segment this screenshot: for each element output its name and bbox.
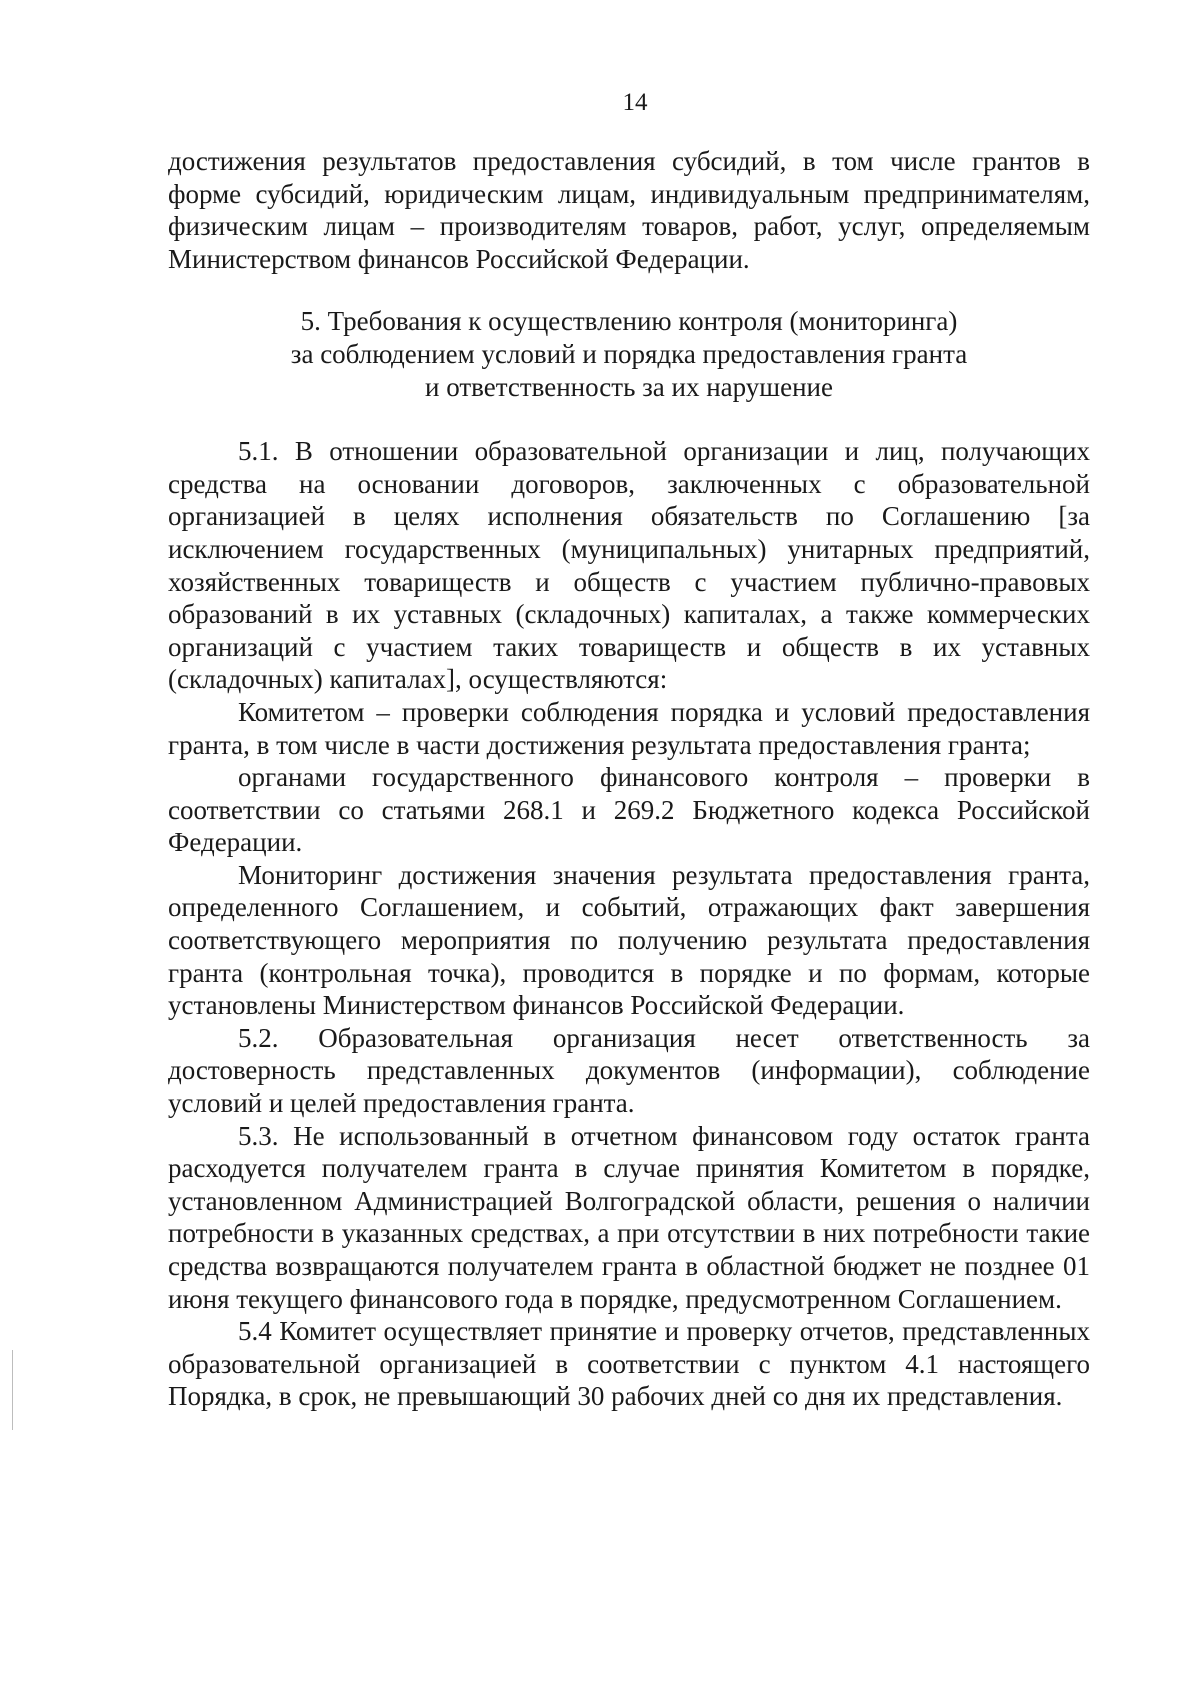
paragraph-5-3: 5.3. Не использованный в отчетном финансовом году остаток гранта расходуется получателем гранта в случае принятия Комитетом в порядке, установленном Администрацией Волгоградской области, решения о наличии потребности в указанных средствах, а при отсутствии в них потребности такие средства возвращаются получателем гранта в областной бюджет не позднее 01 июня текущего финансового года в порядке, предусмотренном Соглашением. (168, 1120, 1090, 1314)
paragraph-5-2: 5.2. Образовательная организация несет ответственность за достоверность представленных документов (информации), соблюдение условий и целей предоставления гранта. (168, 1022, 1090, 1119)
page-number: 14 (622, 89, 648, 116)
paragraph-continuation: достижения результатов предоставления субсидий, в том числе грантов в форме субсидий, юридическим лицам, индивидуальным предпринимателям, физическим лицам – производителям товаров, работ, услуг, определяемым Министерством финансов Российской Федерации. (168, 146, 1090, 274)
section-heading-line-3: и ответственность за их нарушение (425, 371, 833, 402)
scan-edge-line (12, 1350, 13, 1430)
section-heading-line-1: 5. Требования к осуществлению контроля (мониторинга) (300, 306, 958, 337)
paragraph-monitoring: Мониторинг достижения значения результата предоставления гранта, определенного Соглашением, и событий, отражающих факт завершения соответствующего мероприятия по получению результата предоставления гранта (контрольная точка), проводится в порядке и по формам, которые установлены Министерством финансов Российской Федерации. (168, 859, 1090, 1021)
document-body (168, 145, 1090, 1413)
paragraph-committee-checks: Комитетом – проверки соблюдения порядка и условий предоставления гранта, в том числе в части достижения результата предоставления гранта; (168, 696, 1090, 760)
paragraph-5-4: 5.4 Комитет осуществляет принятие и проверку отчетов, представленных образовательной организацией в соответствии с пунктом 4.1 настоящего Порядка, в срок, не превышающий 30 рабочих дней со дня их представления. (168, 1316, 1090, 1412)
section-heading-line-2: за соблюдением условий и порядка предоставления гранта (290, 338, 968, 369)
paragraph-state-control: органами государственного финансового контроля – проверки в соответствии со статьями 268.1 и 269.2 Бюджетного кодекса Российской Федерации. (168, 762, 1090, 858)
paragraph-5-1: 5.1. В отношении образовательной организации и лиц, получающих средства на основании договоров, заключенных с образовательной организацией в целях исполнения обязательств по Соглашению [за исключением государственных (муниципальных) унитарных предприятий, хозяйственных товариществ и обществ с участием публично-правовых образований в их уставных (складочных) капиталах, а также коммерческих организаций с участием таких товариществ и обществ в их уставных (складочных) капиталах], осуществляются: (168, 436, 1090, 695)
section-heading (168, 305, 1090, 403)
